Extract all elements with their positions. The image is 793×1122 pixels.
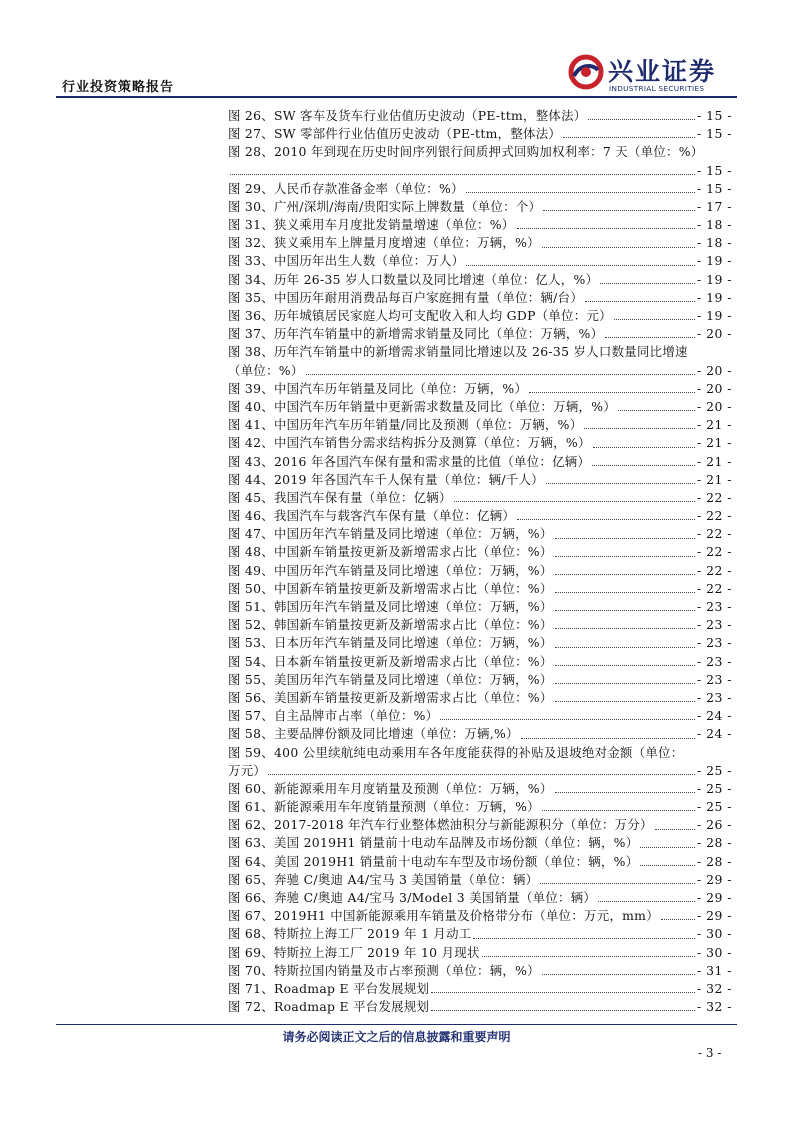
toc-entry[interactable] (228, 434, 732, 452)
toc-entry[interactable] (228, 944, 732, 962)
toc-entry-page: - 32 - (696, 980, 732, 996)
toc-entry[interactable] (228, 762, 732, 780)
toc-leader-dots (555, 556, 695, 557)
toc-entry-title: 图 31、狭义乘用车月度批发销量增速（单位：%） (228, 217, 515, 233)
toc-entry-page: - 19 - (696, 308, 732, 324)
toc-entry[interactable] (228, 125, 732, 143)
toc-entry-title: 图 70、特斯拉国内销量及市占率预测（单位：辆，%） (228, 962, 540, 978)
toc-entry-page: - 26 - (696, 817, 732, 833)
toc-leader-dots (431, 1010, 695, 1011)
toc-leader-dots (521, 738, 695, 739)
toc-entry-page: - 25 - (696, 762, 732, 778)
toc-entry[interactable] (228, 744, 732, 762)
toc-entry[interactable] (228, 816, 732, 834)
toc-entry-title: 图 33、中国历年出生人数（单位：万人） (228, 253, 465, 269)
toc-leader-dots (555, 647, 695, 648)
toc-entry-page: - 30 - (696, 926, 732, 942)
toc-entry[interactable] (228, 453, 732, 471)
toc-entry-page: - 32 - (696, 999, 732, 1015)
toc-entry-title: 图 72、Roadmap E 平台发展规划 (228, 999, 430, 1015)
toc-entry[interactable] (228, 253, 732, 271)
toc-leader-dots (555, 792, 695, 793)
toc-entry-title: 图 55、美国历年汽车销量及同比增速（单位：万辆，%） (228, 671, 553, 687)
toc-leader-dots (473, 938, 695, 939)
toc-leader-dots (600, 283, 695, 284)
toc-leader-dots (466, 192, 695, 193)
toc-entry[interactable] (228, 853, 732, 871)
toc-leader-dots (482, 956, 695, 957)
toc-entry-title: 图 39、中国汽车历年销量及同比（单位：万辆，%） (228, 380, 528, 396)
logo-english-name: INDUSTRIAL SECURITIES (609, 84, 705, 93)
toc-entry-title: 图 52、韩国新车销量按更新及新增需求占比（单位：%） (228, 617, 553, 633)
toc-entry-title: 图 68、特斯拉上海工厂 2019 年 1 月动工 (228, 926, 472, 942)
toc-leader-dots (546, 483, 695, 484)
toc-entry-title: 图 69、特斯拉上海工厂 2019 年 10 月现状 (228, 944, 480, 960)
toc-entry-title: 图 46、我国汽车与载客汽车保有量（单位：亿辆） (228, 508, 516, 524)
toc-entry[interactable] (228, 671, 732, 689)
header-divider (56, 96, 737, 98)
toc-entry-page: - 21 - (696, 417, 732, 433)
toc-entry[interactable] (228, 398, 732, 416)
toc-entry-title: 图 50、中国新车销量按更新及新增需求占比（单位：%） (228, 580, 553, 596)
toc-entry-page: - 23 - (696, 671, 732, 687)
toc-entry[interactable] (228, 525, 732, 543)
toc-entry-page: - 19 - (696, 271, 732, 287)
toc-entry-title: 图 27、SW 零部件行业估值历史波动（PE-ttm，整体法） (228, 126, 562, 142)
toc-leader-dots (517, 519, 695, 520)
toc-entry-page: - 15 - (696, 162, 732, 178)
toc-entry[interactable] (228, 216, 732, 234)
toc-entry[interactable] (228, 725, 732, 743)
toc-leader-dots (555, 665, 695, 666)
toc-entry-page: - 22 - (696, 508, 732, 524)
toc-entry[interactable] (228, 580, 732, 598)
toc-entry-title: 图 53、日本历年汽车销量及同比增速（单位：万辆，%） (228, 635, 553, 651)
toc-entry-page: - 23 - (696, 653, 732, 669)
toc-entry-title: 图 63、美国 2019H1 销量前十电动车品牌及市场份额（单位：辆，%） (228, 835, 639, 851)
toc-entry-title: 图 67、2019H1 中国新能源乘用车销量及价格带分布（单位：万元，mm） (228, 908, 659, 924)
toc-leader-dots (640, 847, 695, 848)
toc-leader-dots (605, 337, 695, 338)
toc-entry-page: - 22 - (696, 526, 732, 542)
toc-entry-title: 图 41、中国历年汽车历年销量/同比及预测（单位：万辆，%） (228, 417, 583, 433)
toc-entry[interactable] (228, 998, 732, 1016)
toc-entry[interactable] (228, 707, 732, 725)
toc-entry-title: 图 36、历年城镇居民家庭人均可支配收入和人均 GDP（单位：元） (228, 308, 612, 324)
toc-leader-dots (661, 919, 695, 920)
toc-entry[interactable] (228, 271, 732, 289)
toc-entry[interactable] (228, 180, 732, 198)
toc-entry[interactable] (228, 962, 732, 980)
toc-entry[interactable] (228, 416, 732, 434)
toc-entry-page: - 29 - (696, 908, 732, 924)
toc-entry-title: 图 34、历年 26-35 岁人口数量以及同比增速（单位：亿人，%） (228, 271, 599, 287)
toc-leader-dots (555, 538, 695, 539)
toc-entry-page: - 28 - (696, 853, 732, 869)
toc-entry-title: 万元） (228, 762, 267, 778)
toc-leader-dots (555, 610, 695, 611)
toc-entry[interactable] (228, 653, 732, 671)
toc-leader-dots (440, 719, 695, 720)
toc-leader-dots (555, 574, 695, 575)
toc-leader-dots (593, 447, 695, 448)
toc-leader-dots (542, 974, 695, 975)
toc-entry-page: - 15 - (696, 126, 732, 142)
toc-entry[interactable] (228, 362, 732, 380)
toc-entry-title: 图 48、中国新车销量按更新及新增需求占比（单位：%） (228, 544, 553, 560)
toc-entry-title: 图 59、400 公里续航纯电动乘用车各年度能获得的补贴及退坡绝对金额（单位： (228, 744, 684, 760)
toc-entry[interactable] (228, 198, 732, 216)
toc-entry-page: - 15 - (696, 107, 732, 123)
toc-entry-title: 图 57、自主品牌市占率（单位：%） (228, 708, 439, 724)
toc-leader-dots (563, 137, 695, 138)
toc-entry-page: - 17 - (696, 198, 732, 214)
toc-entry[interactable] (228, 507, 732, 525)
toc-entry-page: - 20 - (696, 398, 732, 414)
toc-entry[interactable] (228, 798, 732, 816)
toc-entry-page: - 29 - (696, 890, 732, 906)
toc-entry-title: 图 66、奔驰 C/奥迪 A4/宝马 3/Model 3 美国销量（单位：辆） (228, 890, 597, 906)
page-number: - 3 - (698, 1046, 722, 1060)
toc-entry-title: 图 29、人民币存款准备金率（单位：%） (228, 180, 464, 196)
toc-leader-dots (542, 810, 695, 811)
toc-entry-page: - 22 - (696, 580, 732, 596)
toc-entry[interactable] (228, 780, 732, 798)
toc-leader-dots (592, 465, 695, 466)
toc-entry-title: 图 26、SW 客车及货车行业估值历史波动（PE-ttm，整体法） (228, 107, 587, 123)
toc-entry[interactable] (228, 889, 732, 907)
toc-entry-page: - 25 - (696, 799, 732, 815)
toc-entry-title: 图 58、主要品牌份额及同比增速（单位：万辆,%） (228, 726, 519, 742)
toc-entry[interactable] (228, 980, 732, 998)
toc-entry[interactable] (228, 871, 732, 889)
toc-entry[interactable] (228, 380, 732, 398)
toc-entry-title: 图 51、韩国历年汽车销量及同比增速（单位：万辆，%） (228, 599, 553, 615)
toc-entry[interactable] (228, 143, 732, 161)
toc-entry-page: - 20 - (696, 362, 732, 378)
toc-entry-title: 图 42、中国汽车销售分需求结构拆分及测算（单位：万辆，%） (228, 435, 591, 451)
toc-entry-title: 图 35、中国历年耐用消费品每百户家庭拥有量（单位：辆/台） (228, 289, 584, 305)
toc-leader-dots (431, 992, 695, 993)
toc-entry-page: - 24 - (696, 708, 732, 724)
toc-entry[interactable] (228, 544, 732, 562)
toc-leader-dots (454, 501, 695, 502)
toc-entry-title: （单位：%） (228, 362, 304, 378)
toc-entry-title: 图 47、中国历年汽车销量及同比增速（单位：万辆，%） (228, 526, 553, 542)
toc-entry-page: - 22 - (696, 489, 732, 505)
toc-leader-dots (517, 228, 695, 229)
toc-leader-dots (466, 265, 695, 266)
toc-leader-dots (540, 883, 695, 884)
toc-entry-title: 图 61、新能源乘用车年度销量预测（单位：万辆，%） (228, 799, 540, 815)
toc-leader-dots (268, 774, 695, 775)
toc-entry-page: - 19 - (696, 289, 732, 305)
toc-entry[interactable] (228, 907, 732, 925)
toc-entry-page: - 21 - (696, 471, 732, 487)
toc-entry[interactable] (228, 162, 732, 180)
toc-leader-dots (640, 865, 695, 866)
toc-entry-page: - 20 - (696, 380, 732, 396)
toc-entry-page: - 21 - (696, 453, 732, 469)
toc-leader-dots (588, 119, 694, 120)
toc-entry-page: - 20 - (696, 326, 732, 342)
toc-entry[interactable] (228, 689, 732, 707)
toc-entry[interactable] (228, 562, 732, 580)
toc-entry-title: 图 60、新能源乘用车月度销量及预测（单位：万辆，%） (228, 780, 553, 796)
toc-entry-page: - 18 - (696, 235, 732, 251)
toc-entry[interactable] (228, 634, 732, 652)
toc-entry-page: - 19 - (696, 253, 732, 269)
toc-entry-page: - 18 - (696, 217, 732, 233)
report-type-title: 行业投资策略报告 (62, 80, 175, 95)
toc-leader-dots (529, 392, 695, 393)
toc-entry-page: - 30 - (696, 944, 732, 960)
toc-entry-page: - 28 - (696, 835, 732, 851)
toc-leader-dots (306, 374, 695, 375)
toc-entry-page: - 23 - (696, 689, 732, 705)
toc-entry-title: 图 62、2017-2018 年汽车行业整体燃油积分与新能源积分（单位：万分） (228, 817, 653, 833)
toc-entry-page: - 23 - (696, 599, 732, 615)
toc-entry[interactable] (228, 234, 732, 252)
toc-leader-dots (584, 428, 695, 429)
toc-leader-dots (230, 174, 695, 175)
toc-entry-page: - 23 - (696, 617, 732, 633)
toc-entry[interactable] (228, 835, 732, 853)
toc-entry-page: - 29 - (696, 871, 732, 887)
toc-leader-dots (555, 592, 695, 593)
toc-leader-dots (542, 247, 695, 248)
toc-leader-dots (555, 701, 695, 702)
toc-entry-title: 图 56、美国新车销量按更新及新增需求占比（单位：%） (228, 689, 553, 705)
toc-leader-dots (555, 683, 695, 684)
figure-table-of-contents (228, 107, 732, 1016)
toc-entry[interactable] (228, 343, 732, 361)
toc-entry-title: 图 49、中国历年汽车销量及同比增速（单位：万辆，%） (228, 562, 553, 578)
company-logo (568, 52, 738, 96)
logo-chinese-name: 兴业证券 (608, 57, 717, 86)
toc-entry[interactable] (228, 598, 732, 616)
toc-entry[interactable] (228, 471, 732, 489)
toc-entry-page: - 31 - (696, 962, 732, 978)
toc-entry-title: 图 40、中国汽车历年销量中更新需求数量及同比（单位：万辆，%） (228, 398, 617, 414)
toc-entry-title: 图 30、广州/深圳/海南/贵阳实际上牌数量（单位：个） (228, 198, 542, 214)
toc-entry[interactable] (228, 489, 732, 507)
toc-entry-page: - 24 - (696, 726, 732, 742)
toc-entry-title: 图 64、美国 2019H1 销量前十电动车车型及市场份额（单位：辆，%） (228, 853, 639, 869)
logo-mark-icon (568, 54, 604, 90)
toc-entry[interactable] (228, 307, 732, 325)
toc-leader-dots (598, 901, 695, 902)
toc-entry[interactable] (228, 289, 732, 307)
toc-entry[interactable] (228, 925, 732, 943)
toc-leader-dots (614, 319, 695, 320)
toc-entry-page: - 22 - (696, 544, 732, 560)
toc-entry-title: 图 45、我国汽车保有量（单位：亿辆） (228, 489, 452, 505)
toc-leader-dots (618, 410, 695, 411)
toc-entry-page: - 22 - (696, 562, 732, 578)
toc-entry-title: 图 28、2010 年到现在历史时间序列银行间质押式回购加权利率：7 天（单位：%） (228, 144, 704, 160)
toc-entry-page: - 25 - (696, 780, 732, 796)
toc-entry-page: - 21 - (696, 435, 732, 451)
toc-leader-dots (585, 301, 695, 302)
toc-leader-dots (655, 829, 695, 830)
toc-entry[interactable] (228, 107, 732, 125)
toc-entry[interactable] (228, 325, 732, 343)
toc-entry-title: 图 44、2019 年各国汽车千人保有量（单位：辆/千人） (228, 471, 544, 487)
toc-entry-page: - 15 - (696, 180, 732, 196)
toc-entry-page: - 23 - (696, 635, 732, 651)
toc-entry[interactable] (228, 616, 732, 634)
toc-leader-dots (555, 628, 695, 629)
toc-entry-title: 图 65、奔驰 C/奥迪 A4/宝马 3 美国销量（单位：辆） (228, 871, 539, 887)
toc-entry-title: 图 32、狭义乘用车上牌量月度增速（单位：万辆，%） (228, 235, 540, 251)
toc-entry-title: 图 54、日本新车销量按更新及新增需求占比（单位：%） (228, 653, 553, 669)
footer-disclaimer: 请务必阅读正文之后的信息披露和重要声明 (282, 1030, 511, 1044)
toc-entry-title: 图 38、历年汽车销量中的新增需求销量同比增速以及 26-35 岁人口数量同比增速 (228, 344, 688, 360)
toc-entry-title: 图 43、2016 年各国汽车保有量和需求量的比值（单位：亿辆） (228, 453, 591, 469)
toc-leader-dots (543, 210, 695, 211)
toc-entry-title: 图 71、Roadmap E 平台发展规划 (228, 980, 430, 996)
toc-entry-title: 图 37、历年汽车销量中的新增需求销量及同比（单位：万辆，%） (228, 326, 604, 342)
footer-divider (56, 1024, 737, 1025)
